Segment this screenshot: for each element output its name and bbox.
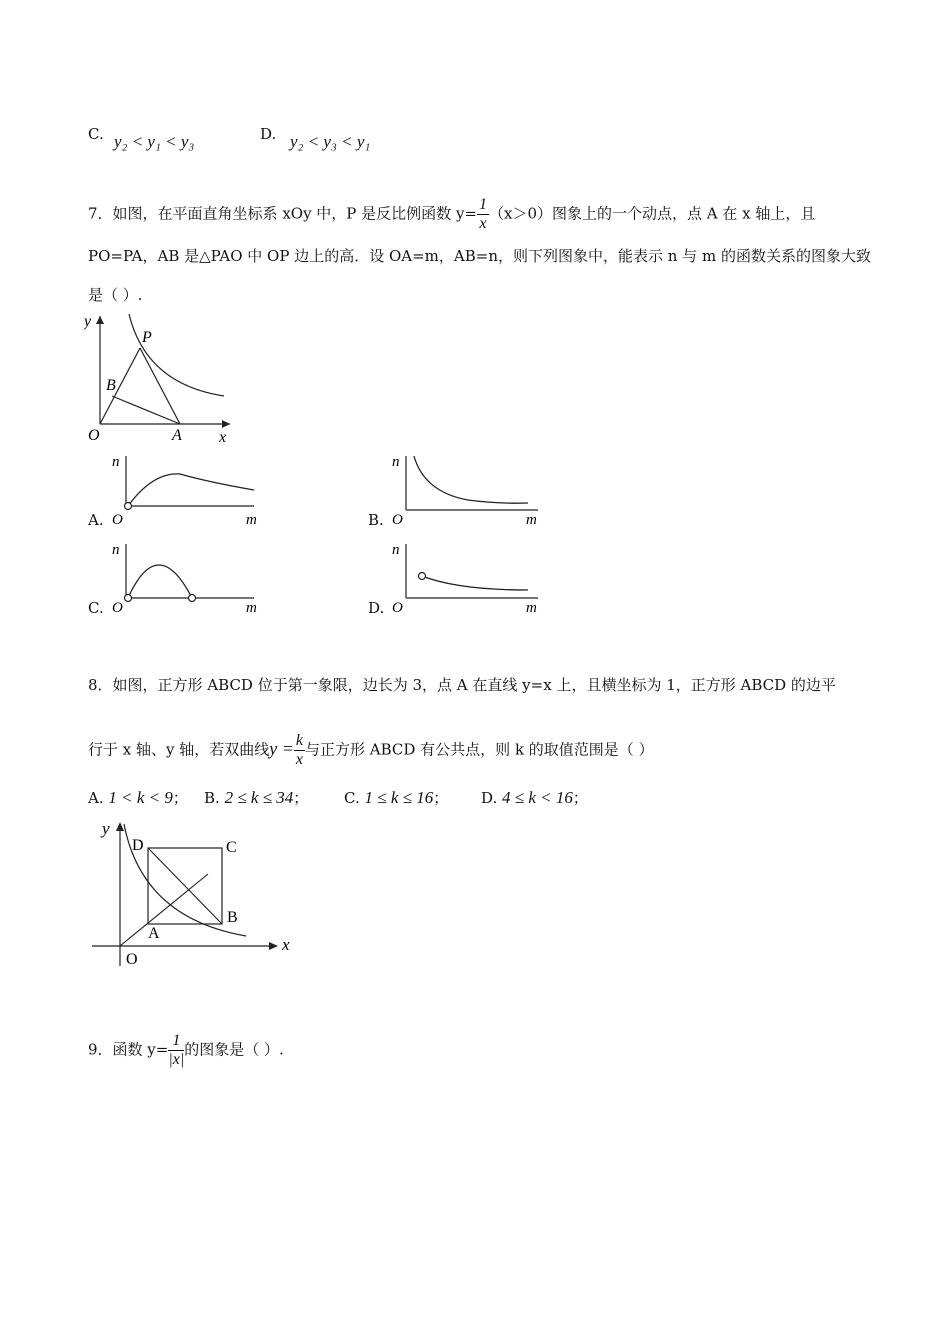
q7-a-m-label: m — [246, 512, 257, 528]
q7-c-n-label: n — [112, 542, 120, 558]
q8-fig-x-label: x — [282, 935, 290, 954]
q7-fig-a-label: A — [172, 427, 182, 444]
q8-equation-lhs: y = — [269, 738, 294, 759]
q7-fraction — [477, 196, 489, 233]
q8-option-c — [344, 788, 448, 808]
q7-option-b-label: B. — [368, 511, 384, 529]
q7-option-b-graph — [388, 452, 540, 528]
q7-fig-origin-label: O — [88, 427, 100, 444]
q7-a-origin-label: O — [112, 512, 123, 528]
q8-option-a-separator: ； — [172, 789, 188, 807]
q8-option-b-separator: ； — [293, 789, 309, 807]
q8-option-b — [204, 788, 308, 808]
q8-fig-c-label: C — [226, 839, 237, 856]
q8-option-d-separator: ； — [572, 789, 588, 807]
q7-d-m-label: m — [526, 600, 537, 616]
q7-option-c-label: C. — [88, 599, 104, 617]
q7-fig-y-label: y — [84, 313, 92, 330]
q7-option-c-graph — [108, 540, 258, 616]
q7-b-m-label: m — [526, 512, 537, 528]
q7-a-n-label: n — [112, 454, 120, 470]
q8-option-c-expression: 1 ≤ k ≤ 16 — [364, 788, 434, 807]
q9-fraction-denominator: |x| — [168, 1051, 185, 1068]
q7-fig-x-label: x — [219, 429, 227, 446]
q7-figure — [84, 312, 234, 448]
q9-prefix: 9．函数 y= — [88, 1040, 169, 1059]
q8-stem-line2 — [88, 732, 654, 769]
q6-option-c-expression: y₂ < y₁ < y₃ — [114, 132, 195, 151]
q7-fig-b-label: B — [106, 377, 116, 394]
q8-figure — [90, 818, 302, 968]
q8-fraction-numerator: k — [295, 732, 303, 749]
q8-option-d-label: D. — [481, 789, 498, 807]
q9-suffix: 的图象是（ ）. — [184, 1040, 284, 1059]
q7-stem-line2: PO=PA，AB 是△PAO 中 OP 边上的高．设 OA=m，AB=n，则下列图象中，能表示 n 与 m 的函数关系的图象大致 — [88, 247, 871, 265]
q8-option-b-expression: 2 ≤ k ≤ 34 — [224, 788, 294, 807]
q7-stem-line1 — [88, 196, 815, 233]
q7-line1-suffix: （x＞0）图象上的一个动点，点 A 在 x 轴上，且 — [488, 204, 816, 223]
q7-line1-prefix: 7．如图，在平面直角坐标系 xOy 中，P 是反比例函数 y= — [88, 204, 477, 223]
q7-fraction-denominator: x — [479, 215, 487, 232]
q8-fraction-denominator: x — [295, 751, 303, 768]
q8-option-b-label: B. — [204, 789, 220, 807]
q7-fig-p-label: P — [142, 329, 152, 346]
q7-option-a-graph — [108, 452, 258, 528]
q8-stem-line1: 8．如图，正方形 ABCD 位于第一象限，边长为 3，点 A 在直线 y=x 上，且横坐标为 1，正方形 ABCD 的边平 — [88, 676, 836, 694]
q6-option-d-label: D. — [260, 125, 277, 143]
q8-fig-a-label: A — [148, 925, 160, 942]
q8-option-a-expression: 1 < k < 9 — [108, 788, 173, 807]
q7-d-n-label: n — [392, 542, 400, 558]
q7-stem-line3: 是（ ）. — [88, 286, 143, 304]
q6-option-c-label: C. — [88, 125, 104, 143]
q7-option-a-label: A. — [88, 511, 104, 529]
q9-stem — [88, 1032, 284, 1069]
q8-fig-d-label: D — [132, 837, 144, 854]
q8-line2-suffix: 与正方形 ABCD 有公共点，则 k 的取值范围是（ ） — [305, 740, 654, 759]
q8-fraction — [294, 732, 305, 769]
q7-c-m-label: m — [246, 600, 257, 616]
q7-c-origin-label: O — [112, 600, 123, 616]
q8-option-c-separator: ； — [433, 789, 449, 807]
q8-option-c-label: C. — [344, 789, 360, 807]
q7-d-origin-label: O — [392, 600, 403, 616]
q8-option-d-expression: 4 ≤ k < 16 — [502, 788, 573, 807]
q7-b-origin-label: O — [392, 512, 403, 528]
q7-b-n-label: n — [392, 454, 400, 470]
q7-fraction-numerator: 1 — [478, 196, 487, 213]
q6-option-d-expression: y₂ < y₃ < y₁ — [290, 132, 371, 151]
q8-option-a-label: A. — [88, 789, 104, 807]
q7-option-d-label: D. — [368, 599, 385, 617]
q9-fraction — [168, 1032, 184, 1069]
q8-fig-y-label: y — [102, 819, 110, 838]
q8-fig-b-label: B — [227, 909, 238, 926]
q7-option-d-graph — [388, 540, 540, 616]
q9-fraction-numerator: 1 — [168, 1032, 184, 1051]
q8-line2-prefix: 行于 x 轴、y 轴，若双曲线 — [88, 740, 270, 759]
q8-option-d — [481, 788, 588, 808]
q8-fig-origin-label: O — [126, 951, 138, 968]
q8-option-a — [88, 788, 188, 808]
